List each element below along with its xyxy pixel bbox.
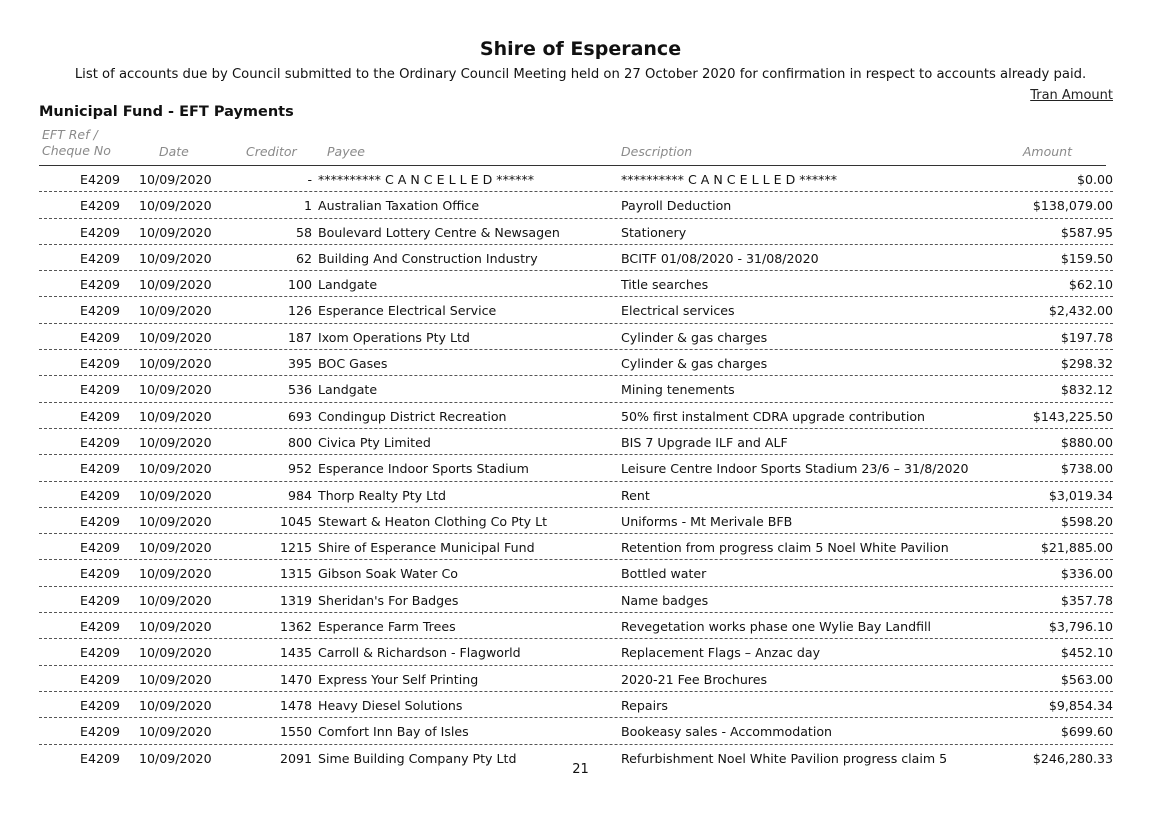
row-payee: Esperance Farm Trees (318, 619, 456, 635)
row-amount: $9,854.34 (1048, 697, 1113, 713)
table-row (39, 667, 1113, 692)
row-ref: E4209 (80, 198, 121, 214)
row-creditor: 1315 (279, 566, 312, 582)
document-title: Shire of Esperance (479, 38, 682, 60)
row-date: 10/09/2020 (139, 645, 212, 661)
page-number: 21 (572, 762, 589, 777)
row-date: 10/09/2020 (139, 250, 212, 266)
row-creditor: 126 (287, 303, 312, 319)
row-creditor: 1478 (279, 697, 312, 713)
table-row (39, 298, 1113, 323)
row-date: 10/09/2020 (139, 697, 212, 713)
row-ref: E4209 (80, 250, 121, 266)
row-amount: $246,280.33 (1032, 750, 1113, 766)
row-creditor: 1470 (279, 671, 312, 687)
row-date: 10/09/2020 (139, 750, 212, 766)
row-description: Retention from progress claim 5 Noel White Pavilion (621, 540, 949, 556)
row-creditor: 693 (287, 408, 312, 424)
row-payee: Gibson Soak Water Co (318, 566, 458, 582)
row-description: Mining tenements (621, 382, 735, 398)
row-amount: $298.32 (1060, 356, 1113, 372)
row-ref: E4209 (80, 487, 121, 503)
row-date: 10/09/2020 (139, 513, 212, 529)
row-amount: $2,432.00 (1048, 303, 1113, 319)
row-creditor: 1550 (279, 724, 312, 740)
header-description: Description (621, 144, 693, 159)
row-description: Stationery (621, 224, 687, 240)
row-amount: $3,019.34 (1048, 487, 1113, 503)
row-description: Leisure Centre Indoor Sports Stadium 23/6 – 31/8/2020 (621, 461, 969, 477)
row-payee: Heavy Diesel Solutions (318, 697, 463, 713)
table-row (39, 614, 1113, 639)
header-date: Date (159, 144, 189, 159)
row-creditor: 952 (287, 461, 312, 477)
row-date: 10/09/2020 (139, 592, 212, 608)
row-ref: E4209 (80, 724, 121, 740)
row-description: Bookeasy sales - Accommodation (621, 724, 833, 740)
row-description: Title searches (621, 277, 709, 293)
row-amount: $357.78 (1060, 592, 1113, 608)
row-date: 10/09/2020 (139, 277, 212, 293)
header-ref (42, 127, 111, 159)
row-amount: $832.12 (1060, 382, 1113, 398)
row-amount: $138,079.00 (1032, 198, 1113, 214)
table-row (39, 561, 1113, 586)
row-date: 10/09/2020 (139, 408, 212, 424)
header-payee: Payee (327, 144, 365, 159)
table-row (39, 588, 1113, 613)
table-row (39, 483, 1113, 508)
row-payee: Building And Construction Industry (318, 250, 538, 266)
table-row (39, 220, 1113, 245)
row-date: 10/09/2020 (139, 434, 212, 450)
row-ref: E4209 (80, 592, 121, 608)
row-ref: E4209 (80, 645, 121, 661)
row-payee: Carroll & Richardson - Flagworld (318, 645, 521, 661)
row-amount: $738.00 (1060, 461, 1113, 477)
row-creditor: 1215 (279, 540, 312, 556)
row-description: BCITF 01/08/2020 - 31/08/2020 (621, 250, 819, 266)
table-row (39, 272, 1113, 297)
table-row (39, 246, 1113, 271)
row-payee: Esperance Electrical Service (318, 303, 497, 319)
row-date: 10/09/2020 (139, 356, 212, 372)
row-creditor: 62 (295, 250, 312, 266)
row-description: Bottled water (621, 566, 707, 582)
row-creditor: 1319 (279, 592, 312, 608)
row-creditor: 58 (295, 224, 312, 240)
row-amount: $452.10 (1060, 645, 1113, 661)
row-ref: E4209 (80, 329, 121, 345)
row-payee: ********** C A N C E L L E D ****** (318, 172, 535, 187)
row-description: Repairs (621, 697, 668, 713)
row-creditor: 1362 (279, 619, 312, 635)
table-row (39, 509, 1113, 534)
row-description: Cylinder & gas charges (621, 356, 768, 372)
row-payee: Comfort Inn Bay of Isles (318, 724, 469, 740)
row-description: BIS 7 Upgrade ILF and ALF (621, 434, 788, 450)
row-amount: $598.20 (1060, 513, 1113, 529)
row-creditor: 800 (287, 434, 312, 450)
header-amount: Amount (1022, 144, 1072, 159)
row-date: 10/09/2020 (139, 487, 212, 503)
row-description: Uniforms - Mt Merivale BFB (621, 513, 793, 529)
row-amount: $3,796.10 (1048, 619, 1113, 635)
row-ref: E4209 (80, 408, 121, 424)
row-payee: Sheridan's For Badges (318, 592, 459, 608)
row-payee: Australian Taxation Office (318, 198, 480, 214)
row-payee: Landgate (318, 382, 378, 398)
row-creditor: 1435 (279, 645, 312, 661)
table-row (39, 167, 1113, 192)
row-amount: $0.00 (1076, 172, 1113, 187)
table-row (39, 404, 1113, 429)
table-row (39, 719, 1113, 744)
row-date: 10/09/2020 (139, 172, 212, 187)
row-ref: E4209 (80, 566, 121, 582)
row-creditor: 2091 (279, 750, 312, 766)
table-row (39, 693, 1113, 718)
row-amount: $21,885.00 (1040, 540, 1113, 556)
row-ref: E4209 (80, 671, 121, 687)
row-date: 10/09/2020 (139, 329, 212, 345)
row-payee: Shire of Esperance Municipal Fund (318, 540, 535, 556)
table-row (39, 456, 1113, 481)
table-header (39, 125, 1106, 166)
row-amount: $563.00 (1060, 671, 1113, 687)
row-ref: E4209 (80, 172, 121, 187)
row-ref: E4209 (80, 540, 121, 556)
row-date: 10/09/2020 (139, 198, 212, 214)
row-amount: $143,225.50 (1032, 408, 1113, 424)
table-row (39, 325, 1113, 350)
row-amount: $159.50 (1060, 250, 1113, 266)
row-ref: E4209 (80, 224, 121, 240)
row-creditor: 1 (303, 198, 312, 214)
row-ref: E4209 (80, 303, 121, 319)
row-description: Cylinder & gas charges (621, 329, 768, 345)
row-payee: Boulevard Lottery Centre & Newsagen (318, 224, 560, 240)
row-description: Revegetation works phase one Wylie Bay Landfill (621, 619, 932, 635)
row-amount: $699.60 (1060, 724, 1113, 740)
row-description: ********** C A N C E L L E D ****** (621, 172, 838, 187)
row-description: Refurbishment Noel White Pavilion progress claim 5 (621, 750, 948, 766)
row-date: 10/09/2020 (139, 382, 212, 398)
row-payee: BOC Gases (318, 356, 388, 372)
table-row (39, 377, 1113, 402)
row-ref: E4209 (80, 697, 121, 713)
header-creditor: Creditor (246, 144, 297, 159)
row-date: 10/09/2020 (139, 224, 212, 240)
row-description: 50% first instalment CDRA upgrade contribution (621, 408, 926, 424)
row-description: Electrical services (621, 303, 735, 319)
row-creditor: 536 (287, 382, 312, 398)
row-creditor: - (307, 172, 312, 187)
row-date: 10/09/2020 (139, 461, 212, 477)
row-amount: $336.00 (1060, 566, 1113, 582)
header-ref-line2: Cheque No (42, 143, 111, 158)
table-row (39, 351, 1113, 376)
header-ref-line1: EFT Ref / (42, 127, 98, 142)
row-ref: E4209 (80, 619, 121, 635)
row-date: 10/09/2020 (139, 540, 212, 556)
row-payee: Stewart & Heaton Clothing Co Pty Lt (318, 513, 548, 529)
row-payee: Civica Pty Limited (318, 434, 431, 450)
row-creditor: 100 (287, 277, 312, 293)
row-ref: E4209 (80, 513, 121, 529)
table-row (39, 193, 1113, 218)
row-payee: Ixom Operations Pty Ltd (318, 329, 470, 345)
row-creditor: 1045 (279, 513, 312, 529)
row-creditor: 984 (287, 487, 312, 503)
table-row (39, 535, 1113, 560)
document-subtitle: List of accounts due by Council submitted to the Ordinary Council Meeting held on 27 October 2020 for confirmation in respect to accounts already paid. (74, 67, 1087, 82)
table-row (39, 640, 1113, 665)
row-payee: Esperance Indoor Sports Stadium (318, 461, 529, 477)
row-ref: E4209 (80, 750, 121, 766)
row-ref: E4209 (80, 382, 121, 398)
row-creditor: 187 (287, 329, 312, 345)
row-date: 10/09/2020 (139, 724, 212, 740)
row-ref: E4209 (80, 434, 121, 450)
row-amount: $587.95 (1060, 224, 1113, 240)
row-description: Replacement Flags – Anzac day (621, 645, 821, 661)
tran-amount-label: Tran Amount (1030, 88, 1113, 103)
row-ref: E4209 (80, 461, 121, 477)
row-date: 10/09/2020 (139, 566, 212, 582)
row-payee: Express Your Self Printing (318, 671, 479, 687)
row-ref: E4209 (80, 277, 121, 293)
row-description: Payroll Deduction (621, 198, 732, 214)
row-description: Rent (621, 487, 650, 503)
row-creditor: 395 (287, 356, 312, 372)
row-payee: Landgate (318, 277, 378, 293)
row-date: 10/09/2020 (139, 303, 212, 319)
section-title: Municipal Fund - EFT Payments (39, 104, 294, 120)
row-date: 10/09/2020 (139, 619, 212, 635)
table-row (39, 430, 1113, 455)
row-amount: $880.00 (1060, 434, 1113, 450)
row-payee: Sime Building Company Pty Ltd (318, 750, 517, 766)
row-payee: Thorp Realty Pty Ltd (318, 487, 447, 503)
row-description: 2020-21 Fee Brochures (621, 671, 768, 687)
row-amount: $62.10 (1068, 277, 1113, 293)
row-ref: E4209 (80, 356, 121, 372)
row-amount: $197.78 (1060, 329, 1113, 345)
row-payee: Condingup District Recreation (318, 408, 507, 424)
payments-table-body (39, 167, 1113, 771)
row-description: Name badges (621, 592, 709, 608)
row-date: 10/09/2020 (139, 671, 212, 687)
